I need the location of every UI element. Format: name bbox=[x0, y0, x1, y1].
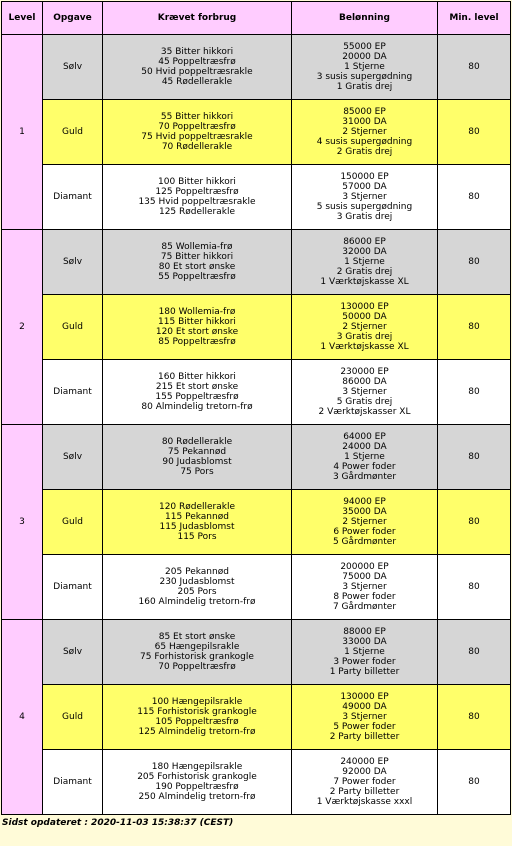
required-item: 85 Et stort ønske bbox=[158, 632, 236, 642]
reward-item: 1 Stjerne bbox=[344, 257, 385, 267]
reward-item: 20000 DA bbox=[342, 52, 387, 62]
required-item: 250 Almindelig tretorn-frø bbox=[138, 792, 256, 802]
min-level-cell: 80 bbox=[438, 425, 511, 490]
quest-table bbox=[1, 1, 511, 815]
required-item: 70 Poppeltræsfrø bbox=[158, 122, 236, 132]
table-body bbox=[2, 35, 511, 815]
reward-item: 1 Stjerne bbox=[344, 647, 385, 657]
reward-item: 3 Stjerner bbox=[342, 192, 387, 202]
reward-item: 230000 EP bbox=[340, 367, 389, 377]
min-level-cell: 80 bbox=[438, 750, 511, 815]
required-cell bbox=[103, 620, 292, 685]
required-item: 115 Judasblomst bbox=[159, 522, 235, 532]
table-row bbox=[2, 685, 511, 750]
reward-item: 49000 DA bbox=[342, 702, 387, 712]
level-cell: 3 bbox=[2, 425, 43, 620]
required-item: 205 Forhistorisk grankogle bbox=[137, 772, 257, 782]
reward-item: 7 Power foder bbox=[333, 777, 396, 787]
required-item: 50 Hvid poppeltræsrakle bbox=[141, 67, 253, 77]
required-item: 75 Forhistorisk grankogle bbox=[140, 652, 254, 662]
required-item: 115 Forhistorisk grankogle bbox=[137, 707, 257, 717]
task-cell: Sølv bbox=[43, 35, 103, 100]
min-level-cell: 80 bbox=[438, 490, 511, 555]
table-row bbox=[2, 295, 511, 360]
min-level-cell: 80 bbox=[438, 35, 511, 100]
task-cell: Diamant bbox=[43, 555, 103, 620]
required-cell bbox=[103, 490, 292, 555]
reward-item: 3 Stjerner bbox=[342, 712, 387, 722]
reward-item: 2 Party billetter bbox=[329, 787, 400, 797]
reward-cell bbox=[292, 490, 438, 555]
required-item: 135 Hvid poppeltræsrakle bbox=[138, 197, 256, 207]
header-reward: Belønning bbox=[292, 2, 438, 35]
reward-item: 3 Power foder bbox=[333, 657, 396, 667]
task-cell: Guld bbox=[43, 295, 103, 360]
required-cell bbox=[103, 295, 292, 360]
reward-item: 130000 EP bbox=[340, 302, 389, 312]
reward-item: 75000 DA bbox=[342, 572, 387, 582]
min-level-cell: 80 bbox=[438, 360, 511, 425]
reward-item: 92000 DA bbox=[342, 767, 387, 777]
reward-item: 94000 EP bbox=[343, 497, 386, 507]
reward-cell bbox=[292, 620, 438, 685]
reward-item: 2 Gratis drej bbox=[336, 147, 393, 157]
required-item: 75 Pekannød bbox=[167, 447, 227, 457]
reward-item: 55000 EP bbox=[343, 42, 386, 52]
reward-item: 8 Power foder bbox=[333, 592, 396, 602]
required-item: 120 Et stort ønske bbox=[155, 327, 239, 337]
required-item: 45 Rødellerakle bbox=[161, 77, 233, 87]
required-item: 230 Judasblomst bbox=[159, 577, 235, 587]
required-item: 115 Pekannød bbox=[165, 512, 229, 522]
table-row bbox=[2, 35, 511, 100]
reward-item: 1 Værktøjskasse XL bbox=[320, 277, 409, 287]
reward-item: 5 Gratis drej bbox=[336, 397, 393, 407]
min-level-cell: 80 bbox=[438, 295, 511, 360]
table-row bbox=[2, 620, 511, 685]
required-cell bbox=[103, 360, 292, 425]
required-item: 160 Bitter hikkori bbox=[158, 372, 236, 382]
required-item: 80 Almindelig tretorn-frø bbox=[141, 402, 253, 412]
required-item: 85 Wollemia-frø bbox=[161, 242, 233, 252]
min-level-cell: 80 bbox=[438, 555, 511, 620]
min-level-cell: 80 bbox=[438, 230, 511, 295]
required-item: 105 Poppeltræsfrø bbox=[155, 717, 239, 727]
reward-cell bbox=[292, 230, 438, 295]
table-row bbox=[2, 750, 511, 815]
header-required: Krævet forbrug bbox=[103, 2, 292, 35]
level-cell: 1 bbox=[2, 35, 43, 230]
required-item: 100 Bitter hikkori bbox=[158, 177, 236, 187]
last-updated: Sidst opdateret : 2020-11-03 15:38:37 (CEST) bbox=[2, 818, 234, 828]
reward-item: 57000 DA bbox=[342, 182, 387, 192]
min-level-cell: 80 bbox=[438, 620, 511, 685]
reward-item: 24000 DA bbox=[342, 442, 387, 452]
min-level-cell: 80 bbox=[438, 100, 511, 165]
min-level-cell: 80 bbox=[438, 685, 511, 750]
reward-item: 3 susis supergødning bbox=[316, 72, 413, 82]
task-cell: Diamant bbox=[43, 165, 103, 230]
reward-item: 2 Stjerner bbox=[342, 127, 387, 137]
required-item: 180 Hængepilsrakle bbox=[151, 762, 243, 772]
level-cell: 2 bbox=[2, 230, 43, 425]
required-item: 215 Et stort ønske bbox=[155, 382, 239, 392]
required-cell bbox=[103, 100, 292, 165]
required-cell bbox=[103, 230, 292, 295]
table-row bbox=[2, 490, 511, 555]
task-cell: Diamant bbox=[43, 360, 103, 425]
reward-item: 1 Gratis drej bbox=[336, 82, 393, 92]
reward-item: 3 Stjerner bbox=[342, 387, 387, 397]
required-item: 55 Poppeltræsfrø bbox=[158, 272, 236, 282]
reward-item: 2 Værktøjskasser XL bbox=[318, 407, 411, 417]
required-item: 205 Pors bbox=[177, 587, 217, 597]
task-cell: Sølv bbox=[43, 230, 103, 295]
required-item: 75 Pors bbox=[180, 467, 214, 477]
task-cell: Guld bbox=[43, 685, 103, 750]
required-item: 90 Judasblomst bbox=[162, 457, 232, 467]
required-item: 115 Bitter hikkori bbox=[158, 317, 236, 327]
required-item: 85 Poppeltræsfrø bbox=[158, 337, 236, 347]
reward-cell bbox=[292, 750, 438, 815]
reward-item: 240000 EP bbox=[340, 757, 389, 767]
header-level: Level bbox=[2, 2, 43, 35]
reward-item: 2 Gratis drej bbox=[336, 267, 393, 277]
reward-item: 150000 EP bbox=[340, 172, 389, 182]
reward-item: 1 Stjerne bbox=[344, 452, 385, 462]
table-row bbox=[2, 360, 511, 425]
reward-item: 31000 DA bbox=[342, 117, 387, 127]
reward-item: 1 Værktøjskasse XL bbox=[320, 342, 409, 352]
required-cell bbox=[103, 35, 292, 100]
reward-item: 200000 EP bbox=[340, 562, 389, 572]
required-item: 80 Rødellerakle bbox=[161, 437, 233, 447]
required-item: 80 Et stort ønske bbox=[158, 262, 236, 272]
required-item: 190 Poppeltræsfrø bbox=[155, 782, 239, 792]
reward-item: 85000 EP bbox=[343, 107, 386, 117]
reward-item: 3 Gratis drej bbox=[336, 212, 393, 222]
reward-item: 33000 DA bbox=[342, 637, 387, 647]
required-item: 75 Bitter hikkori bbox=[160, 252, 234, 262]
required-item: 120 Rødellerakle bbox=[158, 502, 236, 512]
table-row bbox=[2, 100, 511, 165]
table-row bbox=[2, 425, 511, 490]
required-cell bbox=[103, 165, 292, 230]
reward-item: 86000 DA bbox=[342, 377, 387, 387]
required-cell bbox=[103, 685, 292, 750]
reward-cell bbox=[292, 360, 438, 425]
reward-cell bbox=[292, 685, 438, 750]
reward-item: 7 Gårdmønter bbox=[332, 602, 397, 612]
reward-item: 5 susis supergødning bbox=[316, 202, 413, 212]
required-item: 35 Bitter hikkori bbox=[160, 47, 234, 57]
required-item: 115 Pors bbox=[177, 532, 217, 542]
reward-item: 1 Værktøjskasse xxxl bbox=[316, 797, 413, 807]
reward-item: 3 Gårdmønter bbox=[332, 472, 397, 482]
required-cell bbox=[103, 425, 292, 490]
required-cell bbox=[103, 750, 292, 815]
required-item: 205 Pekannød bbox=[165, 567, 229, 577]
task-cell: Guld bbox=[43, 100, 103, 165]
reward-item: 32000 DA bbox=[342, 247, 387, 257]
min-level-cell: 80 bbox=[438, 165, 511, 230]
reward-item: 2 Stjerner bbox=[342, 322, 387, 332]
required-item: 70 Poppeltræsfrø bbox=[158, 662, 236, 672]
reward-item: 4 susis supergødning bbox=[316, 137, 413, 147]
reward-item: 64000 EP bbox=[343, 432, 386, 442]
reward-cell bbox=[292, 555, 438, 620]
reward-item: 86000 EP bbox=[343, 237, 386, 247]
required-item: 125 Poppeltræsfrø bbox=[155, 187, 239, 197]
reward-item: 50000 DA bbox=[342, 312, 387, 322]
reward-item: 6 Power foder bbox=[333, 527, 396, 537]
reward-item: 1 Party billetter bbox=[329, 667, 400, 677]
reward-item: 5 Power foder bbox=[333, 722, 396, 732]
page bbox=[0, 1, 512, 828]
reward-item: 4 Power foder bbox=[333, 462, 396, 472]
required-item: 70 Rødellerakle bbox=[161, 142, 233, 152]
reward-item: 3 Gratis drej bbox=[336, 332, 393, 342]
reward-cell bbox=[292, 35, 438, 100]
reward-item: 35000 DA bbox=[342, 507, 387, 517]
required-item: 160 Almindelig tretorn-frø bbox=[138, 597, 256, 607]
reward-item: 3 Stjerner bbox=[342, 582, 387, 592]
reward-item: 88000 EP bbox=[343, 627, 386, 637]
reward-item: 5 Gårdmønter bbox=[332, 537, 397, 547]
header-task: Opgave bbox=[43, 2, 103, 35]
task-cell: Sølv bbox=[43, 620, 103, 685]
table-row bbox=[2, 230, 511, 295]
required-item: 55 Bitter hikkori bbox=[160, 112, 234, 122]
required-item: 180 Wollemia-frø bbox=[158, 307, 236, 317]
task-cell: Diamant bbox=[43, 750, 103, 815]
required-item: 125 Almindelig tretorn-frø bbox=[138, 727, 256, 737]
reward-item: 2 Stjerner bbox=[342, 517, 387, 527]
required-item: 75 Hvid poppeltræsrakle bbox=[141, 132, 253, 142]
reward-cell bbox=[292, 100, 438, 165]
header-min-level: Min. level bbox=[438, 2, 511, 35]
reward-item: 1 Stjerne bbox=[344, 62, 385, 72]
reward-cell bbox=[292, 295, 438, 360]
task-cell: Sølv bbox=[43, 425, 103, 490]
required-cell bbox=[103, 555, 292, 620]
reward-cell bbox=[292, 165, 438, 230]
required-item: 45 Poppeltræsfrø bbox=[158, 57, 236, 67]
required-item: 100 Hængepilsrakle bbox=[151, 697, 243, 707]
level-cell: 4 bbox=[2, 620, 43, 815]
required-item: 65 Hængepilsrakle bbox=[154, 642, 240, 652]
table-row bbox=[2, 555, 511, 620]
required-item: 155 Poppeltræsfrø bbox=[155, 392, 239, 402]
required-item: 125 Rødellerakle bbox=[158, 207, 236, 217]
task-cell: Guld bbox=[43, 490, 103, 555]
reward-item: 2 Party billetter bbox=[329, 732, 400, 742]
header-row bbox=[2, 2, 511, 35]
reward-cell bbox=[292, 425, 438, 490]
reward-item: 130000 EP bbox=[340, 692, 389, 702]
table-row bbox=[2, 165, 511, 230]
